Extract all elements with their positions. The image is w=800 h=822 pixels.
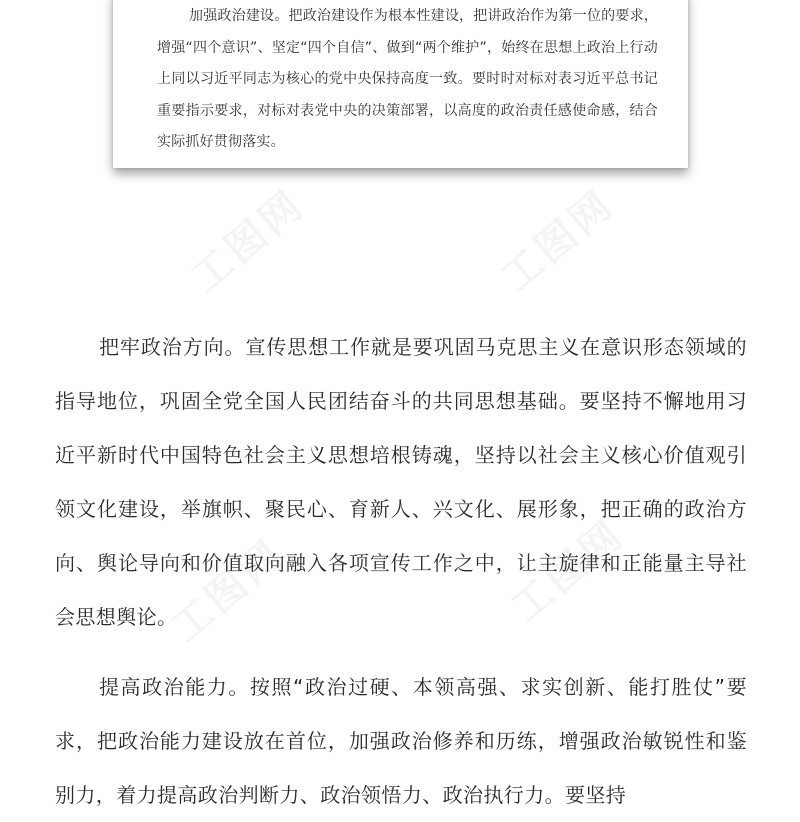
watermark-text: 工图网 [182,181,314,302]
watermark-text: 工图网 [502,511,634,632]
watermark [487,174,625,303]
card-paragraph: 加强政治建设。把政治建设作为根本性建设，把讲政治作为第一位的要求，增强“四个意识”、坚定“四个自信”、做到“两个维护”，始终在思想上政治上行动上同以习近平同志为核心的党中央保持高度一致。要时时对标对表习近平总书记重要指示要求，对标对表党中央的决策部署，以高度的政治责任感使命感，结合实际抓好贯彻落实。 [157,8,658,150]
paragraph-political-direction: 把牢政治方向。宣传思想工作就是要巩固马克思主义在意识形态领域的指导地位，巩固全党全国人民团结奋斗的共同思想基础。要坚持不懈地用习近平新时代中国特色社会主义思想培根铸魂，坚持以社会主义核心价值观引领文化建设，举旗帜、聚民心、育新人、兴文化、展形象，把正确的政治方向、舆论导向和价值取向融入各项宣传工作之中，让主旋律和正能量主导社会思想舆论。 [55,335,747,629]
watermark [177,174,315,303]
quote-card [113,0,688,168]
paragraph-political-ability: 提高政治能力。按照“政治过硬、本领高强、求实创新、能打胜仗”要求，把政治能力建设放在首位，加强政治修养和历练，增强政治敏锐性和鉴别力，着力提高政治判断力、政治领悟力、政治执行力。要坚持 [55,675,747,807]
body-section-political-ability [55,660,747,822]
watermark-text: 工图网 [492,181,624,302]
body-section-political-direction [55,320,747,644]
watermark-text: 工图网 [162,531,294,652]
